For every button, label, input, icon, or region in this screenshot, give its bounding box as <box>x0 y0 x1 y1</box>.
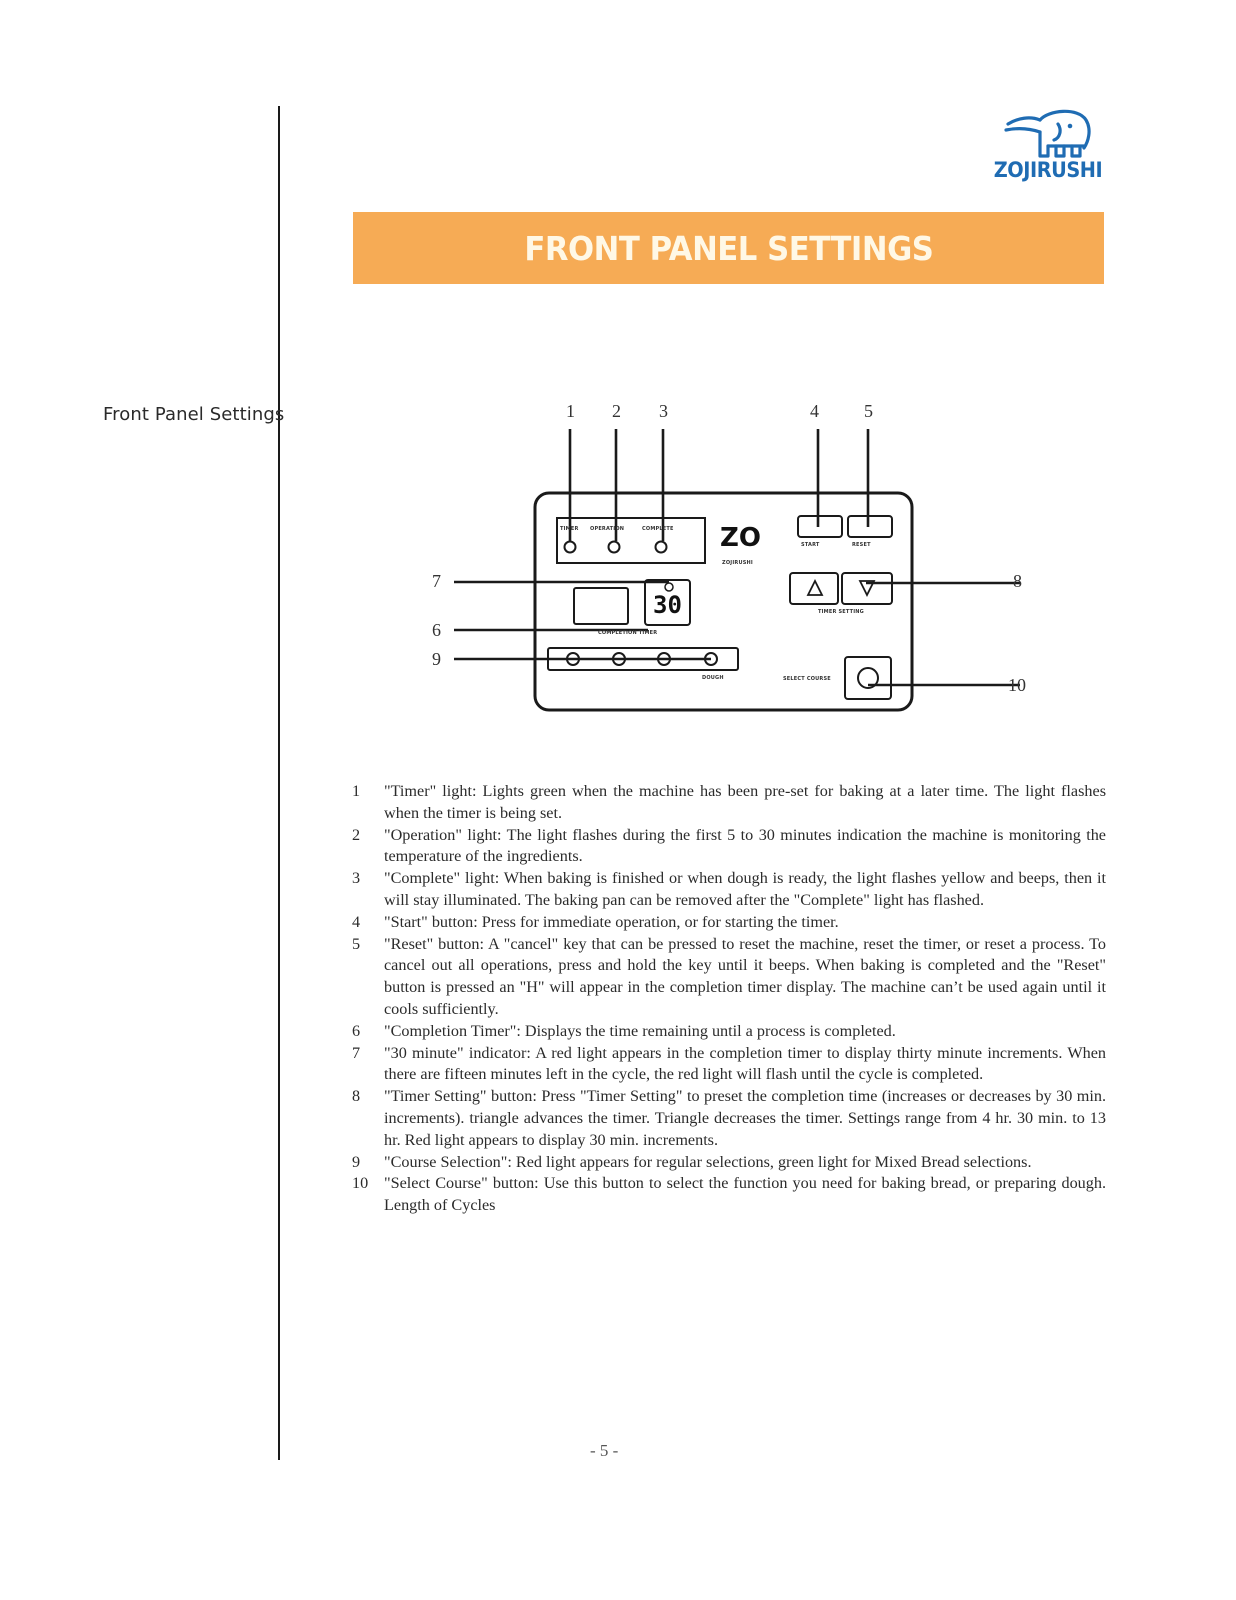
panel-label-select-course: SELECT COURSE <box>783 676 831 682</box>
item-number: 10 <box>352 1174 369 1193</box>
list-item <box>352 1043 1106 1087</box>
item-number: 1 <box>352 782 361 800</box>
brand-logo <box>993 108 1106 192</box>
panel-label-timer-setting: TIMER SETTING <box>818 609 864 615</box>
callout-7: 7 <box>432 571 441 591</box>
margin-rule <box>278 106 280 1460</box>
callout-9: 9 <box>432 649 441 669</box>
panel-label-complete: COMPLETE <box>642 526 674 532</box>
elephant-icon <box>1000 108 1106 164</box>
panel-label-completion-timer: COMPLETION TIMER <box>598 630 658 636</box>
front-panel-diagram <box>420 395 1040 725</box>
list-item <box>352 1173 1106 1217</box>
panel-label-start: START <box>801 542 820 548</box>
list-item <box>352 781 1106 825</box>
list-item <box>352 934 1106 1021</box>
completion-timer-display: 30 <box>653 591 682 619</box>
item-text: "Timer" light: Lights green when the machine has been pre-set for baking at a later time. The light flashes when the timer is being set. <box>384 782 1106 822</box>
list-item <box>352 1086 1106 1151</box>
item-number: 6 <box>352 1021 361 1040</box>
panel-label-reset: RESET <box>852 542 871 548</box>
title-banner <box>353 212 1104 284</box>
item-text: "Complete" light: When baking is finished or when dough is ready, the light flashes yellow and beeps, then it will stay illuminated. The baking pan can be removed after the "Complete" light has flashed. <box>384 869 1106 909</box>
panel-label-operation: OPERATION <box>590 526 625 532</box>
page-number: - 5 - <box>590 1441 619 1460</box>
item-text: "Select Course" button: Use this button to select the function you need for baking bread, or preparing dough. Length of Cycles <box>384 1174 1106 1215</box>
callout-8: 8 <box>1013 571 1022 591</box>
callout-4: 4 <box>810 401 819 421</box>
item-number: 4 <box>352 912 361 931</box>
page-title: FRONT PANEL SETTINGS <box>523 228 934 268</box>
callout-5: 5 <box>864 401 873 421</box>
item-number: 5 <box>352 934 361 953</box>
list-item <box>352 825 1106 869</box>
callout-3: 3 <box>659 401 668 421</box>
item-text: "Completion Timer": Displays the time remaining until a process is completed. <box>384 1021 896 1040</box>
item-number: 2 <box>352 825 361 844</box>
callout-10: 10 <box>1008 675 1026 695</box>
item-text: "Start" button: Press for immediate operation, or for starting the timer. <box>384 912 839 931</box>
item-number: 8 <box>352 1087 361 1106</box>
list-item <box>352 868 1106 912</box>
callout-1: 1 <box>566 401 575 421</box>
callout-6: 6 <box>432 620 441 640</box>
item-text: "Course Selection": Red light appears for regular selections, green light for Mixed Bread selections. <box>384 1152 1032 1171</box>
sidebar-section-label: Front Panel Settings <box>103 404 285 425</box>
panel-brand-small: ZOJIRUSHI <box>722 560 753 566</box>
item-text: "30 minute" indicator: A red light appears in the completion timer to display thirty minute increments. When there are fifteen minutes left in the cycle, the red light will flash until the cycle is completed. <box>384 1043 1106 1084</box>
brand-logo-text: ZOJIRUSHI <box>993 158 1103 182</box>
item-text: "Operation" light: The light flashes during the first 5 to 30 minutes indication the machine is monitoring the temperature of the ingredients. <box>384 825 1106 866</box>
list-item <box>352 912 1106 934</box>
panel-brand-mark: ZO <box>720 523 761 553</box>
panel-label-timer: TIMER <box>560 526 579 532</box>
callout-2: 2 <box>612 401 621 421</box>
list-item <box>352 1152 1106 1174</box>
item-number: 3 <box>352 869 361 888</box>
panel-label-dough: DOUGH <box>702 675 724 681</box>
settings-list <box>352 781 1106 1217</box>
item-text: "Timer Setting" button: Press "Timer Setting" to preset the completion time (increases or decreases by 30 min. increments). triangle advances the timer. Triangle decreases the timer. Settings range from 4 hr. 30 min. to 13 hr. Red light appears to display 30 min. increments. <box>384 1087 1106 1149</box>
item-text: "Reset" button: A "cancel" key that can be pressed to reset the machine, reset the timer, or reset a process. To cancel out all operations, press and hold the key until it beeps. When baking is completed and the "Reset" button is pressed an "H" will appear in the completion timer display. The machine can’t be used again until it cools sufficiently. <box>384 934 1106 1018</box>
item-number: 9 <box>352 1152 361 1171</box>
list-item <box>352 1021 1106 1043</box>
item-number: 7 <box>352 1043 361 1062</box>
